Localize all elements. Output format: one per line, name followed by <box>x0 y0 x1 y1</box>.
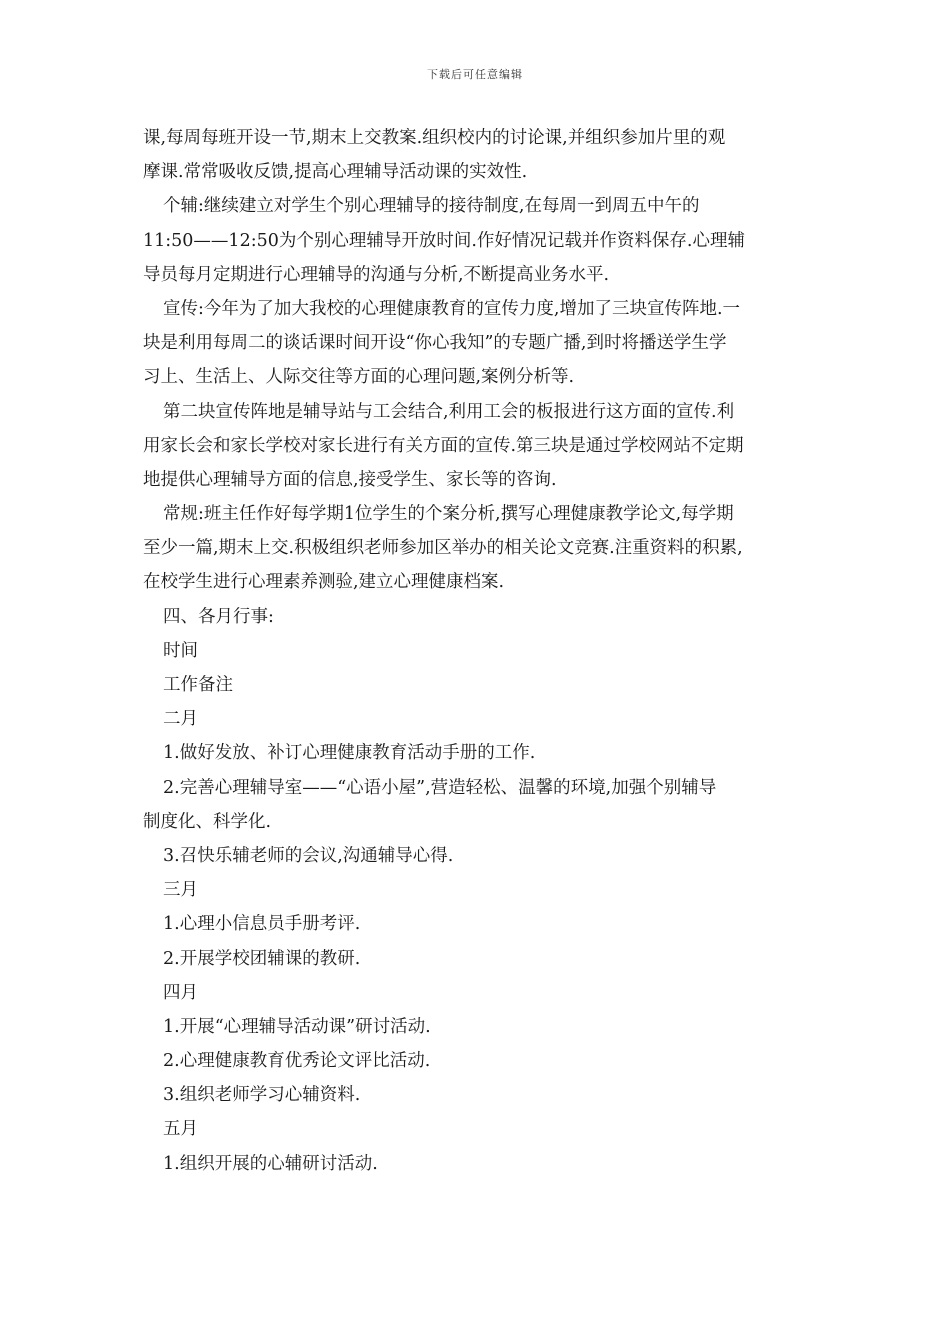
text-line: 三月 <box>163 880 198 901</box>
text-line: 习上、生活上、人际交往等方面的心理问题,案例分析等. <box>143 367 575 388</box>
text-line: 地提供心理辅导方面的信息,接受学生、家长等的咨询. <box>143 469 557 490</box>
text-line: 摩课.常常吸收反馈,提高心理辅导活动课的实效性. <box>143 162 528 183</box>
text-line: 常规:班主任作好每学期1位学生的个案分析,撰写心理健康教学论文,每学期 <box>163 504 734 525</box>
text-line: 1.开展“心理辅导活动课”研讨活动. <box>163 1016 431 1037</box>
text-line: 3.召快乐辅老师的会议,沟通辅导心得. <box>163 845 454 866</box>
text-line: 课,每周每班开设一节,期末上交教案.组织校内的讨论课,并组织参加片里的观 <box>143 128 726 148</box>
text-line: 制度化、科学化. <box>143 811 272 832</box>
document-body <box>143 121 809 1181</box>
text-line: 第二块宣传阵地是辅导站与工会结合,利用工会的板报进行这方面的宣传.利 <box>163 401 735 422</box>
text-line: 2.开展学校团辅课的教研. <box>163 948 361 969</box>
text-line: 11:50——12:50为个别心理辅导开放时间.作好情况记载并作资料保存.心理辅 <box>143 230 745 251</box>
text-line: 工作备注 <box>163 675 233 695</box>
text-line: 用家长会和家长学校对家长进行有关方面的宣传.第三块是通过学校网站不定期 <box>143 435 744 456</box>
page-header: 下载后可任意编辑 <box>427 68 523 81</box>
text-line: 2.完善心理辅导室——“心语小屋”,营造轻松、温馨的环境,加强个别辅导 <box>163 777 717 798</box>
text-line: 五月 <box>163 1119 198 1140</box>
text-line: 3.组织老师学习心辅资料. <box>163 1085 361 1106</box>
text-line: 四月 <box>163 982 198 1003</box>
text-line: 个辅:继续建立对学生个别心理辅导的接待制度,在每周一到周五中午的 <box>163 196 700 217</box>
text-line: 1.心理小信息员手册考评. <box>163 914 361 935</box>
text-line: 二月 <box>163 709 198 730</box>
text-line: 时间 <box>163 640 198 661</box>
text-line: 块是利用每周二的谈话课时间开设“你心我知”的专题广播,到时将播送学生学 <box>143 333 727 354</box>
text-line: 至少一篇,期末上交.积极组织老师参加区举办的相关论文竞赛.注重资料的积累, <box>143 538 743 559</box>
text-line: 在校学生进行心理素养测验,建立心理健康档案. <box>143 572 505 593</box>
text-line: 2.心理健康教育优秀论文评比活动. <box>163 1051 431 1072</box>
text-line: 导员每月定期进行心理辅导的沟通与分析,不断提高业务水平. <box>143 264 610 285</box>
text-line: 1.组织开展的心辅研讨活动. <box>163 1153 378 1174</box>
text-line: 宣传:今年为了加大我校的心理健康教育的宣传力度,增加了三块宣传阵地.一 <box>163 298 741 319</box>
text-line: 1.做好发放、补订心理健康教育活动手册的工作. <box>163 743 536 764</box>
text-line: 四、各月行事: <box>163 606 274 627</box>
